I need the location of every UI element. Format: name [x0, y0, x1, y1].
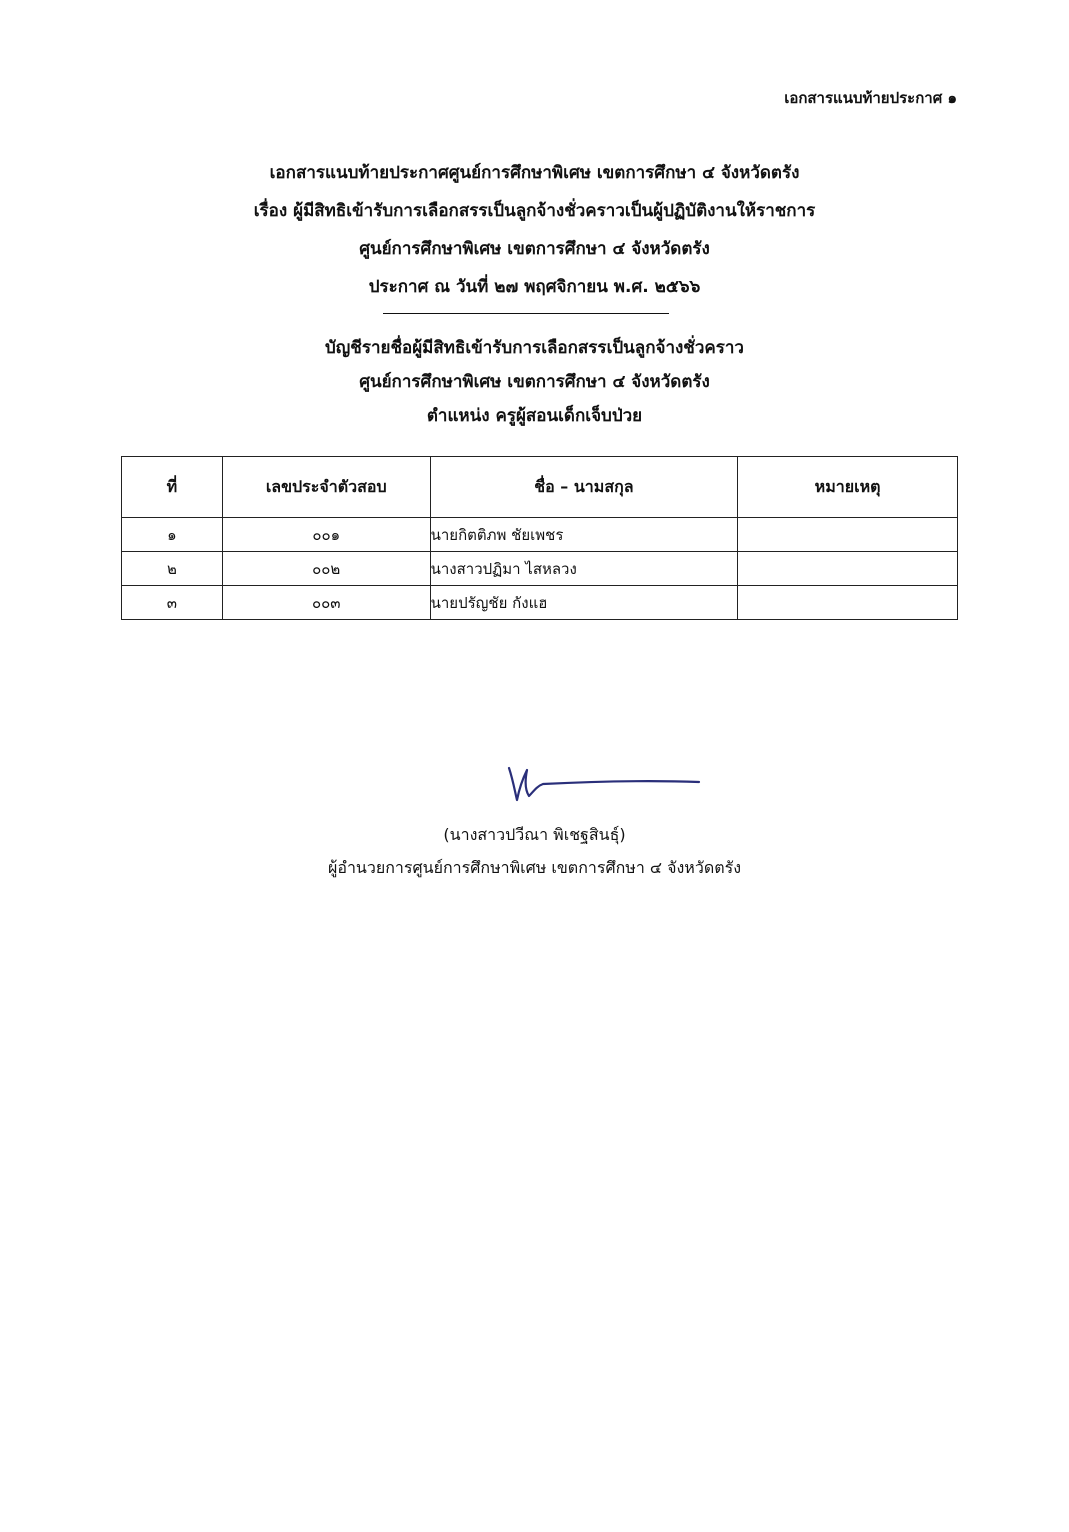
table-row — [122, 586, 958, 620]
column-header-remark: หมายเหตุ — [738, 457, 958, 518]
list-title-line-1: บัญชีรายชื่อผู้มีสิทธิเข้ารับการเลือกสรรเป็นลูกจ้างชั่วคราว — [325, 338, 744, 358]
table-row — [122, 518, 958, 552]
header-line-subject: เรื่อง ผู้มีสิทธิเข้ารับการเลือกสรรเป็นลูกจ้างชั่วคราวเป็นผู้ปฏิบัติงานให้ราชการ — [253, 201, 816, 221]
column-header-no: ที่ — [122, 457, 223, 518]
signatory-title: ผู้อำนวยการศูนย์การศึกษาพิเศษ เขตการศึกษา ๔ จังหวัดตรัง — [327, 858, 742, 877]
column-header-name: ชื่อ – นามสกุล — [430, 457, 738, 518]
cell-name: นายกิตติภพ ชัยเพชร — [430, 518, 738, 552]
list-title-line-2: ศูนย์การศึกษาพิเศษ เขตการศึกษา ๔ จังหวัดตรัง — [359, 372, 710, 392]
header-line-3: ศูนย์การศึกษาพิเศษ เขตการศึกษา ๔ จังหวัดตรัง — [359, 239, 710, 259]
cell-exam-id: ๐๐๒ — [222, 552, 430, 586]
cell-remark — [738, 586, 958, 620]
cell-remark — [738, 518, 958, 552]
cell-remark — [738, 552, 958, 586]
announcement-header — [0, 154, 1069, 306]
cell-exam-id: ๐๐๓ — [222, 586, 430, 620]
divider-rule — [383, 313, 669, 314]
header-line-1: เอกสารแนบท้ายประกาศศูนย์การศึกษาพิเศษ เขตการศึกษา ๔ จังหวัดตรัง — [269, 163, 800, 183]
cell-name: นางสาวปฏิมา ไสหลวง — [430, 552, 738, 586]
column-header-exam-id: เลขประจำตัวสอบ — [222, 457, 430, 518]
cell-no: ๒ — [122, 552, 223, 586]
list-title-position: ตำแหน่ง ครูผู้สอนเด็กเจ็บป่วย — [426, 406, 643, 426]
header-line-date: ประกาศ ณ วันที่ ๒๗ พฤศจิกายน พ.ศ. ๒๕๖๖ — [368, 277, 701, 297]
candidate-table — [121, 456, 958, 620]
handwritten-signature — [503, 762, 703, 806]
cell-exam-id: ๐๐๑ — [222, 518, 430, 552]
signature-block — [0, 818, 1069, 884]
cell-name: นายปรัญชัย กังแฮ — [430, 586, 738, 620]
table-row — [122, 552, 958, 586]
signatory-name: (นางสาวปวีณา พิเชฐสินธุ์) — [443, 825, 626, 844]
attachment-reference: เอกสารแนบท้ายประกาศ ๑ — [784, 89, 957, 107]
cell-no: ๓ — [122, 586, 223, 620]
list-title — [0, 331, 1069, 433]
table-header-row — [122, 457, 958, 518]
cell-no: ๑ — [122, 518, 223, 552]
